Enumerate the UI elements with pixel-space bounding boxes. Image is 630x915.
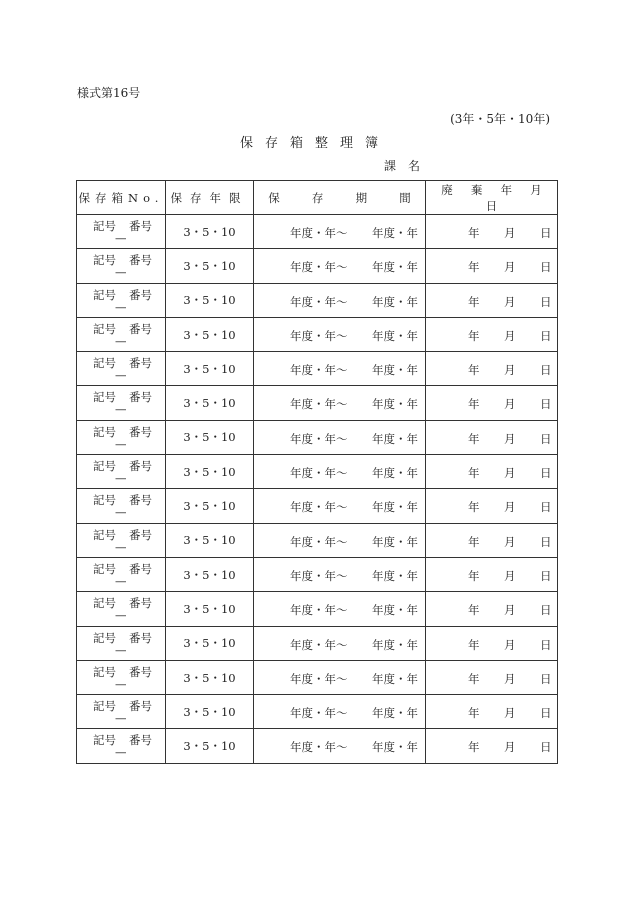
mark-label: 記号 <box>93 356 116 371</box>
disposal-date-cell[interactable] <box>426 352 558 386</box>
disposal-day-label: 日 <box>540 328 552 343</box>
separator-dash: — <box>115 642 127 657</box>
period-to-label: 年度・年 <box>372 637 418 652</box>
number-label: 番号 <box>129 630 152 645</box>
disposal-date-cell[interactable] <box>426 729 558 763</box>
period-from-label: 年度・年〜 <box>290 706 348 721</box>
disposal-date-cell[interactable] <box>426 489 558 523</box>
period-to-label: 年度・年 <box>372 568 418 583</box>
disposal-month-label: 月 <box>504 363 516 378</box>
period-to-label: 年度・年 <box>372 706 418 721</box>
disposal-day-label: 日 <box>540 260 552 275</box>
header-box-no: 保存箱No. <box>77 181 166 215</box>
period-to-label: 年度・年 <box>372 260 418 275</box>
retention-period-cell[interactable] <box>254 557 426 591</box>
retention-period-cell[interactable] <box>254 283 426 317</box>
disposal-month-label: 月 <box>504 431 516 446</box>
retention-period-cell[interactable] <box>254 626 426 660</box>
separator-dash: — <box>115 333 127 348</box>
mark-label: 記号 <box>93 253 116 268</box>
period-from-label: 年度・年〜 <box>290 603 348 618</box>
disposal-month-label: 月 <box>504 603 516 618</box>
period-to-label: 年度・年 <box>372 328 418 343</box>
disposal-date-cell[interactable] <box>426 695 558 729</box>
retention-period-cell[interactable] <box>254 420 426 454</box>
disposal-day-label: 日 <box>540 431 552 446</box>
disposal-year-label: 年 <box>468 363 480 378</box>
disposal-date-cell[interactable] <box>426 660 558 694</box>
retention-years-cell[interactable]: 3・5・10 <box>166 557 254 591</box>
table-row <box>77 660 558 694</box>
number-label: 番号 <box>129 664 152 679</box>
mark-label: 記号 <box>93 733 116 748</box>
period-from-label: 年度・年〜 <box>290 466 348 481</box>
disposal-month-label: 月 <box>504 740 516 755</box>
table-row <box>77 420 558 454</box>
retention-years-cell[interactable]: 3・5・10 <box>166 523 254 557</box>
mark-label: 記号 <box>93 630 116 645</box>
separator-dash: — <box>115 368 127 383</box>
retention-years-note: (3年・5年・10年) <box>450 112 550 126</box>
table-row <box>77 386 558 420</box>
table-row <box>77 215 558 249</box>
period-from-label: 年度・年〜 <box>290 226 348 240</box>
separator-dash: — <box>115 539 127 554</box>
box-number-cell[interactable] <box>77 557 166 591</box>
number-label: 番号 <box>129 356 152 371</box>
number-label: 番号 <box>129 596 152 611</box>
table-row <box>77 455 558 489</box>
department-name-field <box>384 157 432 174</box>
separator-dash: — <box>115 299 127 314</box>
table-row <box>77 249 558 283</box>
separator-dash: — <box>115 265 127 280</box>
period-from-label: 年度・年〜 <box>290 260 348 275</box>
disposal-day-label: 日 <box>540 466 552 481</box>
retention-period-cell[interactable] <box>254 660 426 694</box>
box-number-cell[interactable] <box>77 660 166 694</box>
header-retention-period <box>254 181 426 215</box>
retention-period-cell[interactable] <box>254 386 426 420</box>
mark-label: 記号 <box>93 561 116 576</box>
header-disposal-date <box>426 181 558 215</box>
disposal-month-label: 月 <box>504 706 516 721</box>
number-label: 番号 <box>129 287 152 302</box>
disposal-date-cell[interactable] <box>426 249 558 283</box>
number-label: 番号 <box>129 733 152 748</box>
header-period-char: 間 <box>399 190 411 205</box>
table-row <box>77 523 558 557</box>
mark-label: 記号 <box>93 424 116 439</box>
period-from-label: 年度・年〜 <box>290 500 348 515</box>
disposal-date-cell[interactable] <box>426 592 558 626</box>
box-number-cell[interactable] <box>77 489 166 523</box>
retention-years-cell[interactable]: 3・5・10 <box>166 660 254 694</box>
period-from-label: 年度・年〜 <box>290 534 348 549</box>
separator-dash: — <box>115 676 127 691</box>
retention-period-cell[interactable] <box>254 523 426 557</box>
period-to-label: 年度・年 <box>372 363 418 378</box>
retention-years-cell[interactable]: 3・5・10 <box>166 249 254 283</box>
disposal-year-label: 年 <box>468 431 480 446</box>
box-number-cell[interactable] <box>77 317 166 351</box>
period-from-label: 年度・年〜 <box>290 363 348 378</box>
period-from-label: 年度・年〜 <box>290 397 348 412</box>
number-label: 番号 <box>129 699 152 714</box>
separator-dash: — <box>115 711 127 726</box>
box-number-cell[interactable] <box>77 215 166 249</box>
disposal-month-label: 月 <box>504 226 516 240</box>
mark-label: 記号 <box>93 390 116 405</box>
period-from-label: 年度・年〜 <box>290 671 348 686</box>
separator-dash: — <box>115 745 127 760</box>
disposal-month-label: 月 <box>504 294 516 309</box>
number-label: 番号 <box>129 459 152 474</box>
period-from-label: 年度・年〜 <box>290 294 348 309</box>
disposal-year-label: 年 <box>468 637 480 652</box>
period-from-label: 年度・年〜 <box>290 637 348 652</box>
disposal-year-label: 年 <box>468 500 480 515</box>
period-to-label: 年度・年 <box>372 397 418 412</box>
number-label: 番号 <box>129 527 152 542</box>
retention-years-cell[interactable]: 3・5・10 <box>166 215 254 249</box>
separator-dash: — <box>115 231 127 245</box>
retention-period-cell[interactable] <box>254 352 426 386</box>
disposal-year-label: 年 <box>468 706 480 721</box>
disposal-month-label: 月 <box>504 328 516 343</box>
header-period-char: 期 <box>355 190 368 205</box>
period-to-label: 年度・年 <box>372 466 418 481</box>
disposal-month-label: 月 <box>504 637 516 652</box>
table-row <box>77 317 558 351</box>
box-number-cell[interactable] <box>77 283 166 317</box>
retention-years-cell[interactable]: 3・5・10 <box>166 489 254 523</box>
period-to-label: 年度・年 <box>372 500 418 515</box>
retention-years-cell[interactable]: 3・5・10 <box>166 420 254 454</box>
period-from-label: 年度・年〜 <box>290 740 348 755</box>
form-number: 様式第16号 <box>77 86 141 100</box>
number-label: 番号 <box>129 390 152 405</box>
disposal-day-label: 日 <box>540 706 552 721</box>
table-row <box>77 626 558 660</box>
box-number-cell[interactable] <box>77 626 166 660</box>
box-number-cell[interactable] <box>77 352 166 386</box>
box-number-cell[interactable] <box>77 249 166 283</box>
disposal-year-label: 年 <box>468 568 480 583</box>
disposal-month-label: 月 <box>504 568 516 583</box>
header-period-char: 存 <box>311 190 324 205</box>
header-disposal-char: 年 <box>500 182 513 197</box>
disposal-month-label: 月 <box>504 500 516 515</box>
retention-period-cell[interactable] <box>254 249 426 283</box>
table-row <box>77 352 558 386</box>
disposal-date-cell[interactable] <box>426 557 558 591</box>
box-number-cell[interactable] <box>77 592 166 626</box>
disposal-date-cell[interactable] <box>426 283 558 317</box>
mark-label: 記号 <box>93 287 116 302</box>
header-disposal-char: 月 <box>530 182 542 197</box>
box-number-cell[interactable] <box>77 455 166 489</box>
header-disposal-char: 棄 <box>470 182 483 197</box>
number-label: 番号 <box>129 424 152 439</box>
retention-period-cell[interactable] <box>254 215 426 249</box>
separator-dash: — <box>115 436 127 451</box>
period-to-label: 年度・年 <box>372 740 418 755</box>
disposal-year-label: 年 <box>468 328 480 343</box>
disposal-day-label: 日 <box>540 603 552 618</box>
retention-period-cell[interactable] <box>254 592 426 626</box>
disposal-year-label: 年 <box>468 226 480 240</box>
period-to-label: 年度・年 <box>372 431 418 446</box>
table-row <box>77 283 558 317</box>
disposal-year-label: 年 <box>468 534 480 549</box>
retention-period-cell[interactable] <box>254 317 426 351</box>
separator-dash: — <box>115 573 127 588</box>
register-body <box>77 215 558 764</box>
period-to-label: 年度・年 <box>372 534 418 549</box>
retention-period-cell[interactable] <box>254 695 426 729</box>
disposal-date-cell[interactable] <box>426 317 558 351</box>
number-label: 番号 <box>129 219 152 233</box>
retention-years-cell[interactable]: 3・5・10 <box>166 455 254 489</box>
box-number-cell[interactable] <box>77 386 166 420</box>
disposal-day-label: 日 <box>540 363 552 378</box>
box-number-cell[interactable] <box>77 695 166 729</box>
disposal-day-label: 日 <box>540 500 552 515</box>
separator-dash: — <box>115 402 127 417</box>
mark-label: 記号 <box>93 527 116 542</box>
table-row <box>77 489 558 523</box>
table-row <box>77 557 558 591</box>
page-title: 保存箱整理簿 <box>239 136 390 151</box>
retention-years-cell[interactable]: 3・5・10 <box>166 695 254 729</box>
storage-box-register-table <box>76 180 558 764</box>
disposal-day-label: 日 <box>540 294 552 309</box>
period-from-label: 年度・年〜 <box>290 431 348 446</box>
retention-years-cell[interactable]: 3・5・10 <box>166 317 254 351</box>
disposal-year-label: 年 <box>468 466 480 481</box>
disposal-date-cell[interactable] <box>426 455 558 489</box>
disposal-year-label: 年 <box>468 603 480 618</box>
header-disposal-char: 廃 <box>441 182 453 197</box>
disposal-year-label: 年 <box>468 260 480 275</box>
disposal-day-label: 日 <box>540 637 552 652</box>
table-row <box>77 695 558 729</box>
disposal-year-label: 年 <box>468 397 480 412</box>
retention-years-cell[interactable]: 3・5・10 <box>166 592 254 626</box>
disposal-year-label: 年 <box>468 671 480 686</box>
disposal-day-label: 日 <box>540 740 552 755</box>
disposal-day-label: 日 <box>540 397 552 412</box>
disposal-month-label: 月 <box>504 466 516 481</box>
department-label: 課名 <box>384 159 433 173</box>
table-header-row <box>77 181 558 215</box>
mark-label: 記号 <box>93 596 116 611</box>
number-label: 番号 <box>129 321 152 336</box>
number-label: 番号 <box>129 493 152 508</box>
mark-label: 記号 <box>93 664 116 679</box>
retention-period-cell[interactable] <box>254 455 426 489</box>
retention-period-cell[interactable] <box>254 729 426 763</box>
period-from-label: 年度・年〜 <box>290 328 348 343</box>
header-retention-years: 保存年限 <box>166 181 254 215</box>
box-number-cell[interactable] <box>77 420 166 454</box>
period-from-label: 年度・年〜 <box>290 568 348 583</box>
retention-years-cell[interactable]: 3・5・10 <box>166 352 254 386</box>
disposal-month-label: 月 <box>504 671 516 686</box>
disposal-day-label: 日 <box>540 671 552 686</box>
box-number-cell[interactable] <box>77 729 166 763</box>
number-label: 番号 <box>129 561 152 576</box>
disposal-day-label: 日 <box>540 534 552 549</box>
disposal-date-cell[interactable] <box>426 523 558 557</box>
mark-label: 記号 <box>93 493 116 508</box>
box-number-cell[interactable] <box>77 523 166 557</box>
number-label: 番号 <box>129 253 152 268</box>
disposal-month-label: 月 <box>504 397 516 412</box>
disposal-year-label: 年 <box>468 740 480 755</box>
disposal-day-label: 日 <box>540 568 552 583</box>
disposal-date-cell[interactable] <box>426 626 558 660</box>
disposal-date-cell[interactable] <box>426 420 558 454</box>
separator-dash: — <box>115 608 127 623</box>
retention-years-cell[interactable]: 3・5・10 <box>166 283 254 317</box>
disposal-day-label: 日 <box>540 226 552 240</box>
disposal-month-label: 月 <box>504 534 516 549</box>
mark-label: 記号 <box>93 321 116 336</box>
disposal-date-cell[interactable] <box>426 386 558 420</box>
retention-years-cell[interactable]: 3・5・10 <box>166 729 254 763</box>
period-to-label: 年度・年 <box>372 226 418 240</box>
separator-dash: — <box>115 471 127 486</box>
retention-period-cell[interactable] <box>254 489 426 523</box>
table-row <box>77 729 558 763</box>
disposal-year-label: 年 <box>468 294 480 309</box>
separator-dash: — <box>115 505 127 520</box>
period-to-label: 年度・年 <box>372 671 418 686</box>
disposal-date-cell[interactable] <box>426 215 558 249</box>
period-to-label: 年度・年 <box>372 294 418 309</box>
retention-years-cell[interactable]: 3・5・10 <box>166 386 254 420</box>
table-row <box>77 592 558 626</box>
mark-label: 記号 <box>93 459 116 474</box>
disposal-month-label: 月 <box>504 260 516 275</box>
header-period-char: 保 <box>268 190 280 205</box>
mark-label: 記号 <box>93 219 116 233</box>
header-disposal-char: 日 <box>485 198 498 213</box>
mark-label: 記号 <box>93 699 116 714</box>
retention-years-cell[interactable]: 3・5・10 <box>166 626 254 660</box>
period-to-label: 年度・年 <box>372 603 418 618</box>
